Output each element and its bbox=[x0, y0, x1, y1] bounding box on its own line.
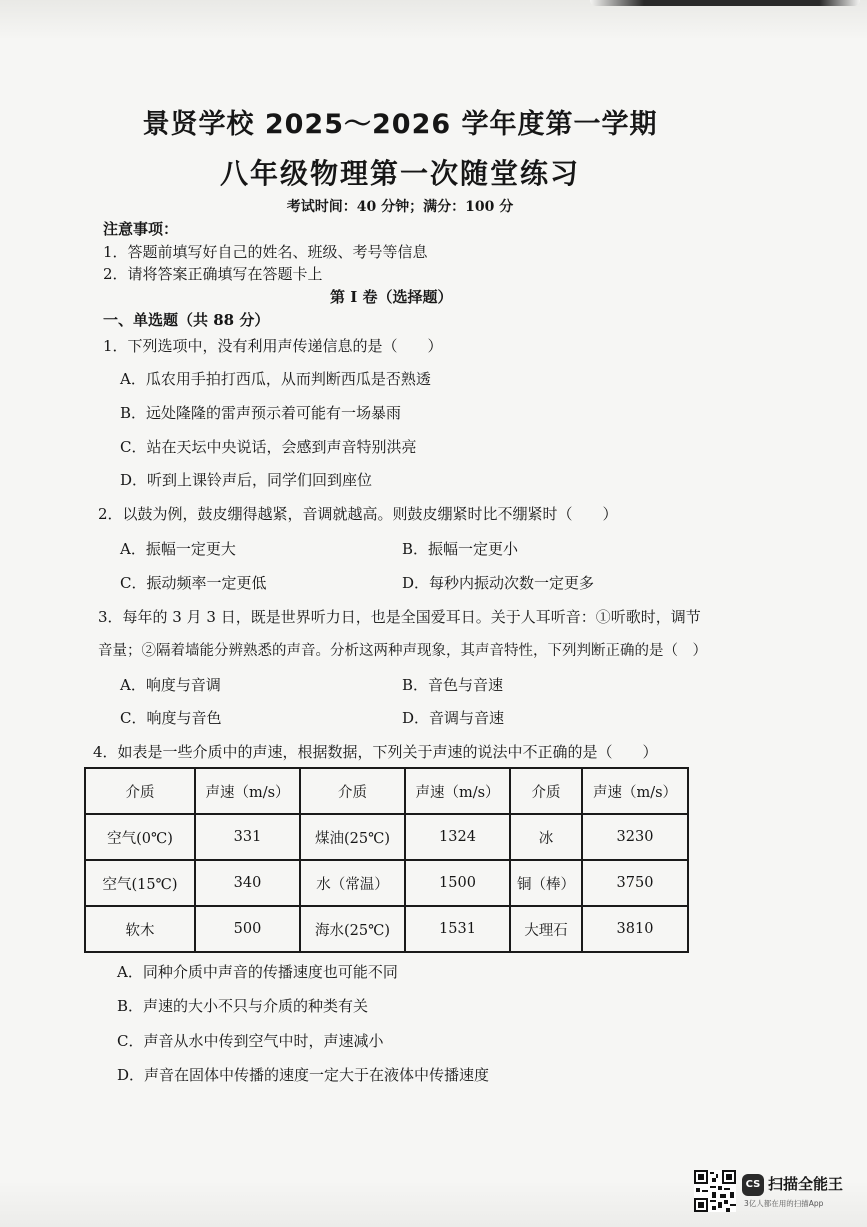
scan-edge-mark bbox=[590, 0, 860, 6]
exam-info: 考试时间：40 分钟；满分：100 分 bbox=[286, 199, 514, 215]
question-4-stem: 4．如表是一些介质中的声速，根据数据，下列关于声速的说法中不正确的是（ ） bbox=[93, 743, 658, 761]
sound-speed-table bbox=[84, 767, 689, 953]
question-2-option-d: D．每秒内振动次数一定更多 bbox=[402, 574, 595, 592]
table-cell: 1324 bbox=[405, 814, 510, 860]
question-4-option-c: C．声音从水中传到空气中时，声速减小 bbox=[117, 1032, 384, 1050]
question-4-option-a: A．同种介质中声音的传播速度也可能不同 bbox=[117, 963, 398, 981]
table-cell: 3750 bbox=[582, 860, 688, 906]
question-2-option-c: C．振动频率一定更低 bbox=[120, 574, 267, 592]
table-row bbox=[85, 906, 688, 952]
question-4-option-b: B．声速的大小不只与介质的种类有关 bbox=[117, 997, 369, 1015]
question-3-option-a: A．响度与音调 bbox=[120, 676, 221, 694]
table-cell: 空气(0℃) bbox=[85, 814, 195, 860]
table-cell: 冰 bbox=[510, 814, 582, 860]
scanner-tagline: 3亿人都在用的扫描App bbox=[744, 1199, 824, 1208]
question-3-stem-line-2: 音量；②隔着墙能分辨熟悉的声音。分析这两种声现象，其声音特性，下列判断正确的是（ ） bbox=[98, 643, 707, 659]
table-header-cell: 介质 bbox=[85, 768, 195, 814]
question-2-stem: 2．以鼓为例，鼓皮绷得越紧，音调就越高。则鼓皮绷紧时比不绷紧时（ ） bbox=[98, 505, 618, 523]
note-item-1: 1．答题前填写好自己的姓名、班级、考号等信息 bbox=[103, 243, 428, 261]
volume-title: 第 I 卷（选择题） bbox=[330, 288, 453, 306]
question-1-stem: 1．下列选项中，没有利用声传递信息的是（ ） bbox=[103, 337, 443, 355]
table-row bbox=[85, 860, 688, 906]
table-header-cell: 声速（m/s） bbox=[405, 768, 510, 814]
question-1-option-d: D．听到上课铃声后，同学们回到座位 bbox=[120, 471, 373, 489]
table-cell: 海水(25℃) bbox=[300, 906, 405, 952]
note-item-2: 2．请将答案正确填写在答题卡上 bbox=[103, 265, 323, 283]
question-2-option-a: A．振幅一定更大 bbox=[120, 540, 236, 558]
table-cell: 500 bbox=[195, 906, 300, 952]
table-cell: 3230 bbox=[582, 814, 688, 860]
table-cell: 3810 bbox=[582, 906, 688, 952]
exam-title-subject: 八年级物理第一次随堂练习 bbox=[219, 157, 580, 190]
table-row bbox=[85, 814, 688, 860]
part-title: 一、单选题（共 88 分） bbox=[103, 311, 270, 329]
question-3-option-d: D．音调与音速 bbox=[402, 709, 505, 727]
qr-code-icon bbox=[694, 1170, 736, 1212]
question-1-option-b: B．远处隆隆的雷声预示着可能有一场暴雨 bbox=[120, 404, 402, 422]
table-cell: 331 bbox=[195, 814, 300, 860]
question-3-option-b: B．音色与音速 bbox=[402, 676, 504, 694]
table-header-row bbox=[85, 768, 688, 814]
table-cell: 空气(15℃) bbox=[85, 860, 195, 906]
table-header-cell: 介质 bbox=[300, 768, 405, 814]
table-cell: 340 bbox=[195, 860, 300, 906]
table-header-cell: 声速（m/s） bbox=[582, 768, 688, 814]
question-1-option-a: A．瓜农用手拍打西瓜，从而判断西瓜是否熟透 bbox=[120, 370, 431, 388]
table-cell: 煤油(25℃) bbox=[300, 814, 405, 860]
table-cell: 大理石 bbox=[510, 906, 582, 952]
question-4-option-d: D．声音在固体中传播的速度一定大于在液体中传播速度 bbox=[117, 1066, 490, 1084]
question-3-stem-line-1: 3．每年的 3 月 3 日，既是世界听力日，也是全国爱耳日。关于人耳听音：①听歌时，调节 bbox=[98, 608, 701, 626]
question-2-option-b: B．振幅一定更小 bbox=[402, 540, 519, 558]
scanner-watermark bbox=[694, 1170, 854, 1218]
table-header-cell: 介质 bbox=[510, 768, 582, 814]
table-cell: 1500 bbox=[405, 860, 510, 906]
table-cell: 软木 bbox=[85, 906, 195, 952]
camscanner-logo-icon: CS bbox=[742, 1174, 764, 1196]
notes-heading: 注意事项： bbox=[103, 220, 179, 238]
question-1-option-c: C．站在天坛中央说话，会感到声音特别洪亮 bbox=[120, 438, 417, 456]
table-header-cell: 声速（m/s） bbox=[195, 768, 300, 814]
table-cell: 1531 bbox=[405, 906, 510, 952]
table-cell: 水（常温） bbox=[300, 860, 405, 906]
question-3-option-c: C．响度与音色 bbox=[120, 709, 222, 727]
table-cell: 铜（棒） bbox=[510, 860, 582, 906]
exam-title-school: 景贤学校 2025～2026 学年度第一学期 bbox=[142, 109, 658, 140]
scanner-brand-name: 扫描全能王 bbox=[768, 1175, 844, 1193]
